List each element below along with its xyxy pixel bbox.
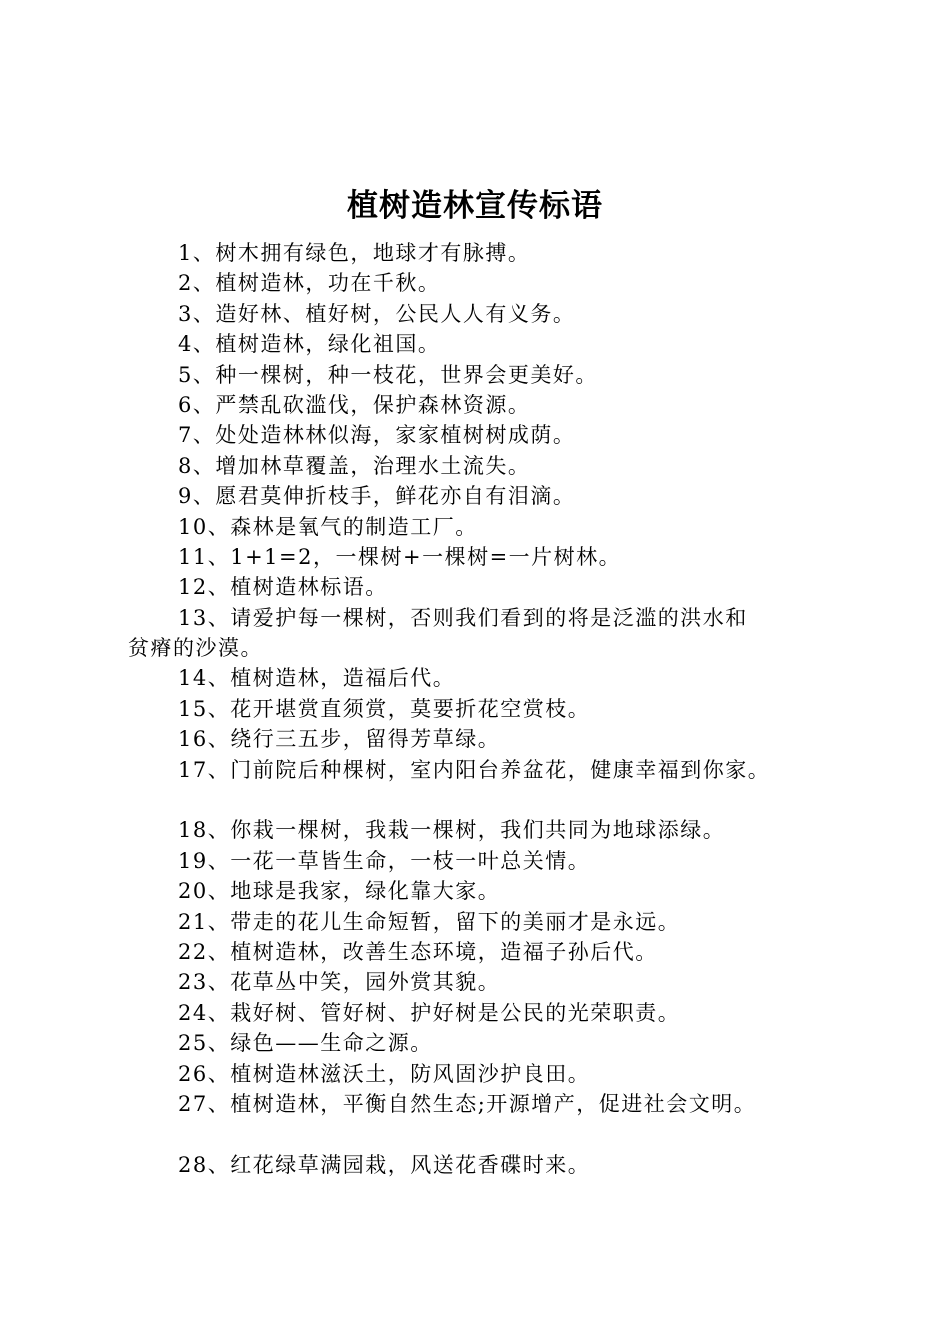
slogan-line: 11、1+1=2，一棵树+一棵树=一片树林。 bbox=[178, 544, 622, 569]
slogan-line: 24、栽好树、管好树、护好树是公民的光荣职责。 bbox=[178, 1000, 681, 1025]
slogan-line: 19、一花一草皆生命，一枝一叶总关情。 bbox=[178, 848, 591, 873]
slogan-line: 5、种一棵树，种一枝花，世界会更美好。 bbox=[178, 362, 598, 387]
slogan-line: 7、处处造林林似海，家家植树树成荫。 bbox=[178, 423, 576, 448]
slogan-line: 17、门前院后种棵树，室内阳台养盆花，健康幸福到你家。 bbox=[178, 757, 771, 782]
slogan-line: 4、植树造林，绿化祖国。 bbox=[178, 332, 441, 357]
slogan-line: 8、增加林草覆盖，治理水土流失。 bbox=[178, 453, 531, 478]
document-title: 植树造林宣传标语 bbox=[347, 188, 603, 224]
slogan-line: 9、愿君莫伸折枝手，鲜花亦自有泪滴。 bbox=[178, 484, 576, 509]
slogan-line: 14、植树造林，造福后代。 bbox=[178, 666, 456, 691]
slogan-line: 3、造好林、植好树，公民人人有义务。 bbox=[178, 301, 576, 326]
slogan-list bbox=[128, 238, 848, 1180]
slogan-line: 20、地球是我家，绿化靠大家。 bbox=[178, 879, 501, 904]
slogan-line: 16、绕行三五步，留得芳草绿。 bbox=[178, 727, 501, 752]
slogan-line: 18、你栽一棵树，我栽一棵树，我们共同为地球添绿。 bbox=[178, 818, 726, 843]
slogan-line: 26、植树造林滋沃土，防风固沙护良田。 bbox=[178, 1061, 591, 1086]
slogan-line: 12、植树造林标语。 bbox=[178, 575, 388, 600]
slogan-line: 6、严禁乱砍滥伐，保护森林资源。 bbox=[178, 392, 531, 417]
slogan-line: 2、植树造林，功在千秋。 bbox=[178, 271, 441, 296]
blank-line bbox=[128, 785, 848, 815]
slogan-line: 13、请爱护每一棵树，否则我们看到的将是泛滥的洪水和 bbox=[178, 605, 748, 630]
slogan-line: 1、树木拥有绿色，地球才有脉搏。 bbox=[178, 241, 531, 265]
slogan-line: 28、红花绿草满园栽，风送花香碟时来。 bbox=[178, 1152, 591, 1177]
slogan-line-continuation: 贫瘠的沙漠。 bbox=[128, 636, 263, 661]
slogan-line: 23、花草丛中笑，园外赏其貌。 bbox=[178, 970, 501, 995]
blank-line bbox=[128, 1119, 848, 1149]
slogan-line: 21、带走的花儿生命短暂，留下的美丽才是永远。 bbox=[178, 909, 681, 934]
slogan-line: 25、绿色——生命之源。 bbox=[178, 1031, 433, 1056]
slogan-line: 27、植树造林，平衡自然生态;开源增产，促进社会文明。 bbox=[178, 1091, 757, 1116]
slogan-line: 15、花开堪赏直须赏，莫要折花空赏枝。 bbox=[178, 696, 591, 721]
slogan-line: 10、森林是氧气的制造工厂。 bbox=[178, 514, 478, 539]
slogan-line: 22、植树造林，改善生态环境，造福子孙后代。 bbox=[178, 939, 658, 964]
